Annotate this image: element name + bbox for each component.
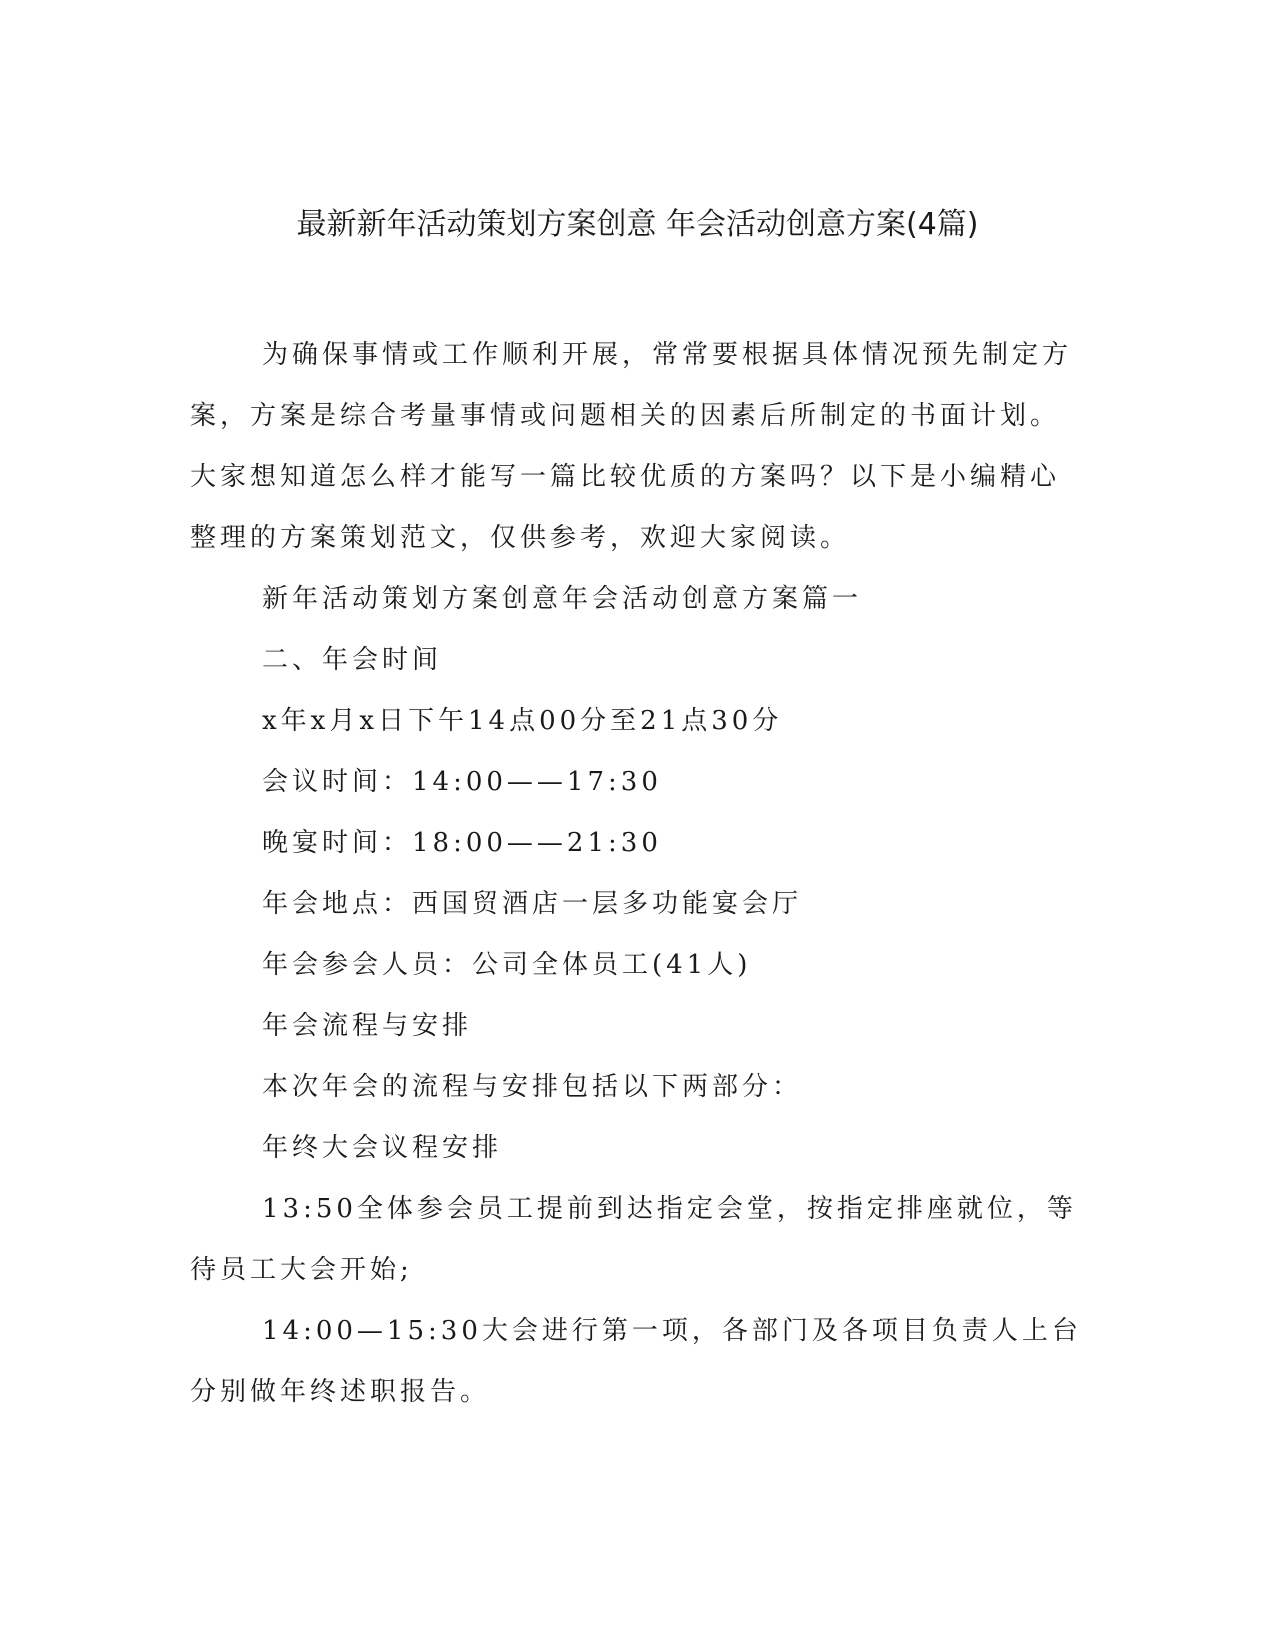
agenda-item-2: 14:00—15:30大会进行第一项，各部门及各项目负责人上台分别做年终述职报告。 [190,1316,1082,1407]
document-body [190,325,1085,1423]
subheading-time: 二、年会时间 [262,645,443,675]
document-title: 最新新年活动策划方案创意 年会活动创意方案(4篇) [296,207,979,242]
intro-paragraph: 为确保事情或工作顺利开展，常常要根据具体情况预先制定方案，方案是综合考量事情或问题相关的因素后所制定的书面计划。大家想知道怎么样才能写一篇比较优质的方案吗？以下是小编精心整理的方案策划范文，仅供参考，欢迎大家阅读。 [190,340,1073,553]
date-line: x年x月x日下午14点00分至21点30分 [262,706,783,736]
section-heading: 新年活动策划方案创意年会活动创意方案篇一 [262,584,863,614]
venue: 年会地点：西国贸酒店一层多功能宴会厅 [262,889,803,919]
process-intro: 本次年会的流程与安排包括以下两部分： [262,1072,803,1102]
meeting-time: 会议时间：14:00——17:30 [262,767,662,797]
subheading-process: 年会流程与安排 [262,1011,473,1041]
attendees: 年会参会人员：公司全体员工(41人) [262,950,752,980]
subheading-agenda: 年终大会议程安排 [262,1133,503,1163]
dinner-time: 晚宴时间：18:00——21:30 [262,828,662,858]
agenda-item-1: 13:50全体参会员工提前到达指定会堂，按指定排座就位，等待员工大会开始; [190,1194,1077,1285]
